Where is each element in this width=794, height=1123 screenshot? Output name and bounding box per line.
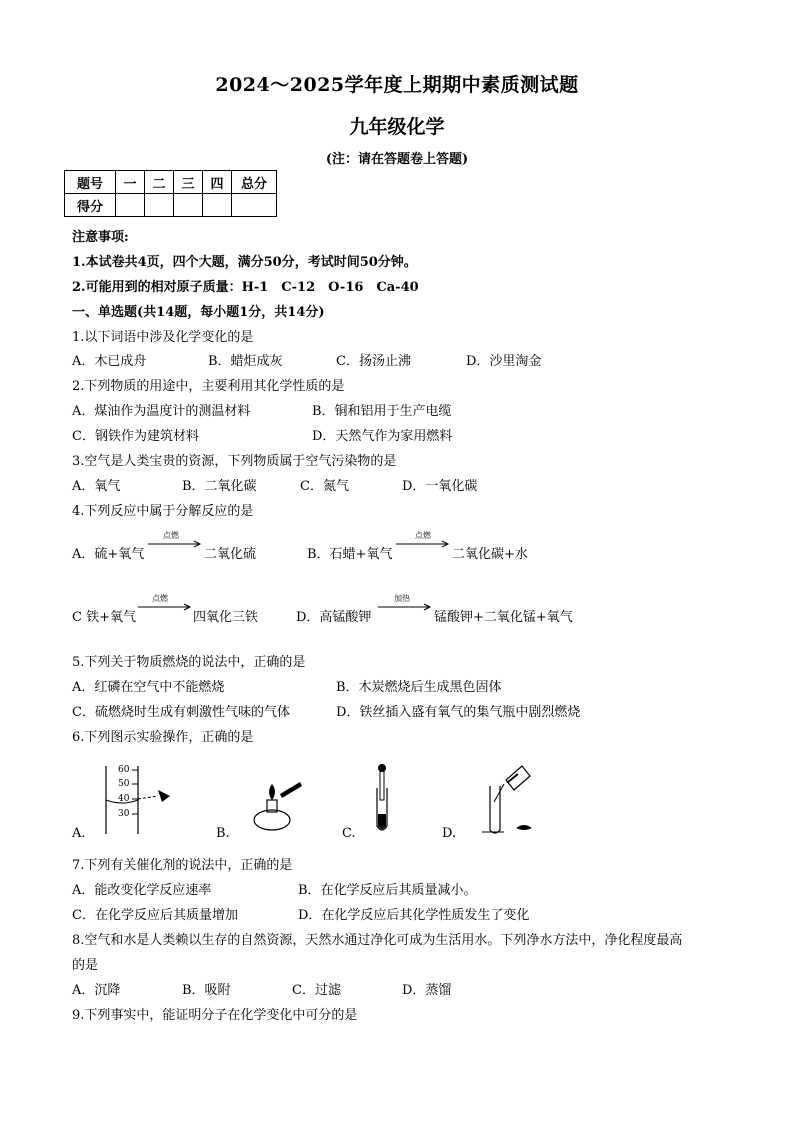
q8-stem-line-2: 的是	[72, 958, 99, 973]
score-cell[interactable]	[203, 194, 232, 217]
pouring-liquid-icon	[462, 766, 552, 836]
alcohol-lamp-icon	[250, 778, 310, 834]
notices-heading: 注意事项:	[72, 230, 129, 245]
q4-option-b-reactants: B．石蜡+氧气	[307, 547, 393, 562]
graduated-cylinder-figure	[92, 766, 182, 838]
q1-option-a: A．木已成舟	[72, 354, 147, 369]
q4-option-c-condition: 点燃	[152, 594, 168, 603]
q2-stem: 2.下列物质的用途中，主要利用其化学性质的是	[72, 379, 345, 394]
score-table	[64, 170, 277, 217]
q7-option-c: C．在化学反应后其质量增加	[72, 908, 238, 923]
q4-option-a-reactants: A．硫+氧气	[72, 547, 145, 562]
q4-option-a-products: 二氧化硫	[204, 547, 257, 562]
q4-option-d-products: 锰酸钾+二氧化锰+氧气	[434, 610, 573, 625]
q6-option-b: B.	[216, 826, 230, 841]
reaction-arrow-icon	[138, 603, 192, 611]
q2-option-c: C．钢铁作为建筑材料	[72, 429, 199, 444]
q5-option-d: D．铁丝插入盛有氧气的集气瓶中剧烈燃烧	[336, 705, 581, 720]
q3-option-b: B．二氧化碳	[182, 479, 257, 494]
q7-option-a: A．能改变化学反应速率	[72, 883, 212, 898]
notice-item-2: 2.可能用到的相对原子质量：H-1 C-12 O-16 Ca-40	[72, 280, 419, 295]
q5-stem: 5.下列关于物质燃烧的说法中，正确的是	[72, 655, 306, 670]
q5-option-a: A．红磷在空气中不能燃烧	[72, 680, 225, 695]
score-table-header-row	[65, 171, 277, 194]
score-cell: 三	[174, 171, 203, 194]
q5-option-b: B．木炭燃烧后生成黑色固体	[336, 680, 502, 695]
score-cell: 二	[145, 171, 174, 194]
q7-stem: 7.下列有关催化剂的说法中，正确的是	[72, 858, 293, 873]
q7-option-b: B．在化学反应后其质量减小。	[298, 883, 477, 898]
cylinder-tick-label: 60	[118, 765, 130, 775]
q4-option-a-condition: 点燃	[163, 531, 179, 540]
score-cell: 四	[203, 171, 232, 194]
q3-option-d: D．一氧化碳	[402, 479, 478, 494]
q1-stem: 1.以下词语中涉及化学变化的是	[72, 330, 254, 345]
reaction-arrow-icon	[378, 603, 432, 611]
exam-subtitle: 九年级化学	[349, 116, 445, 138]
cylinder-tick-label: 30	[118, 809, 130, 819]
q3-option-a: A．氧气	[72, 479, 121, 494]
q4-option-d-reactants: D．高锰酸钾	[296, 610, 372, 625]
test-tube-dropper-icon	[370, 764, 400, 836]
exam-note: (注：请在答题卷上答题)	[325, 152, 469, 167]
score-cell: 一	[116, 171, 145, 194]
reaction-arrow-icon	[396, 540, 450, 548]
q8-option-a: A．沉降	[72, 983, 121, 998]
q4-option-d-condition: 加热	[394, 594, 410, 603]
q6-option-a: A.	[72, 826, 86, 841]
q4-option-c-reactants: C 铁+氧气	[72, 610, 136, 625]
q8-option-d: D．蒸馏	[402, 983, 452, 998]
score-cell: 总分	[232, 171, 277, 194]
q2-option-d: D．天然气作为家用燃料	[312, 429, 453, 444]
q1-option-b: B．蜡炬成灰	[208, 354, 283, 369]
notice-item-1: 1.本试卷共4页，四个大题，满分50分，考试时间50分钟。	[72, 255, 417, 270]
q5-option-c: C．硫燃烧时生成有刺激性气味的气体	[72, 705, 290, 720]
score-cell[interactable]	[116, 194, 145, 217]
score-cell[interactable]	[174, 194, 203, 217]
q2-option-b: B．铜和铝用于生产电缆	[312, 404, 452, 419]
q8-stem-line-1: 8.空气和水是人类赖以生存的自然资源，天然水通过净化可成为生活用水。下列净水方法中，净化程度最高	[72, 933, 683, 948]
q1-option-d: D．沙里淘金	[466, 354, 542, 369]
score-cell[interactable]	[232, 194, 277, 217]
q4-option-c-products: 四氧化三铁	[193, 610, 259, 625]
score-cell: 题号	[65, 171, 116, 194]
q7-option-d: D．在化学反应后其化学性质发生了变化	[298, 908, 530, 923]
q3-option-c: C．氮气	[300, 479, 349, 494]
score-cell[interactable]	[145, 194, 174, 217]
cylinder-tick-label: 50	[118, 779, 130, 789]
q1-option-c: C．扬汤止沸	[336, 354, 411, 369]
score-table-score-row	[65, 194, 277, 217]
exam-title: 2024～2025学年度上期期中素质测试题	[215, 74, 579, 96]
score-cell: 得分	[65, 194, 116, 217]
reaction-arrow-icon	[148, 540, 202, 548]
section-1-heading: 一、单选题(共14题，每小题1分，共14分)	[72, 305, 325, 320]
q2-option-a: A．煤油作为温度计的测温材料	[72, 404, 251, 419]
q6-option-d: D.	[442, 826, 457, 841]
q4-option-b-condition: 点燃	[415, 531, 431, 540]
q6-option-c: C.	[342, 826, 356, 841]
q9-stem: 9.下列事实中，能证明分子在化学变化中可分的是	[72, 1008, 358, 1023]
q4-stem: 4.下列反应中属于分解反应的是	[72, 504, 254, 519]
q6-stem: 6.下列图示实验操作，正确的是	[72, 730, 254, 745]
cylinder-tick-label: 40	[118, 794, 130, 804]
q3-stem: 3.空气是人类宝贵的资源，下列物质属于空气污染物的是	[72, 454, 397, 469]
q8-option-c: C．过滤	[292, 983, 341, 998]
q8-option-b: B．吸附	[182, 983, 231, 998]
q4-option-b-products: 二氧化碳+水	[452, 547, 528, 562]
